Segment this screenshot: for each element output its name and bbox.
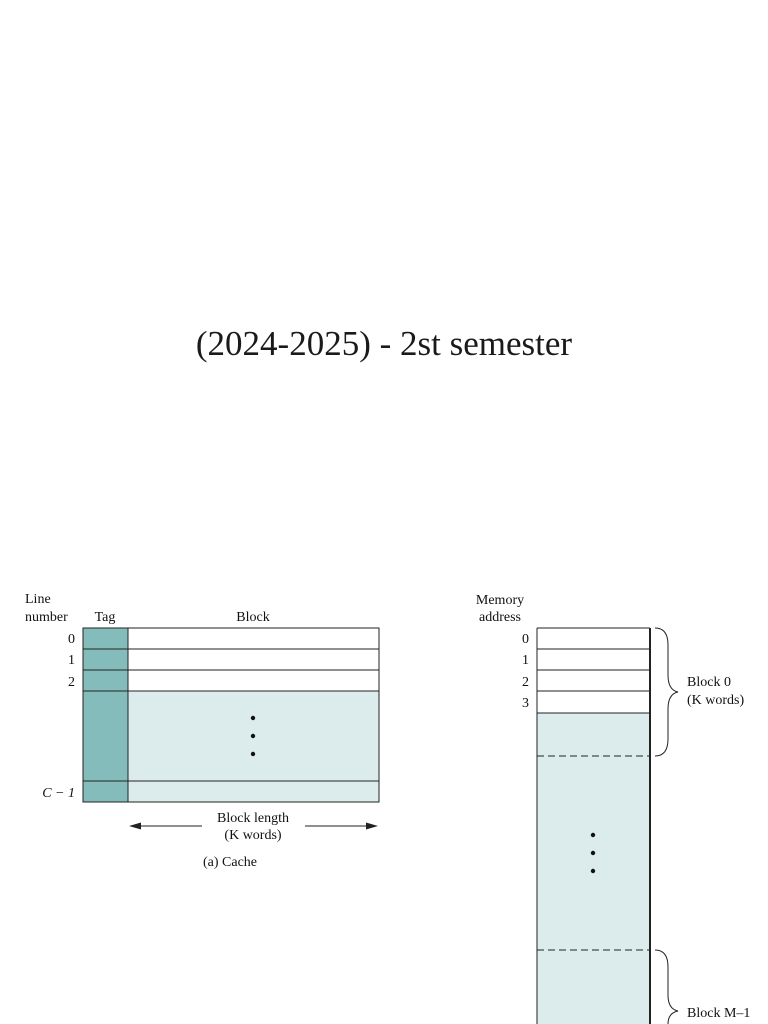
memory-address-3: 3	[522, 696, 529, 711]
block-0-label-line2: (K words)	[687, 693, 745, 708]
memory-address-0: 0	[522, 632, 529, 647]
cache-ellipsis-dot	[251, 716, 255, 720]
memory-shaded-area	[537, 713, 650, 1024]
cache-ellipsis-dot	[251, 752, 255, 756]
line-label-1: 1	[68, 653, 75, 668]
block-shaded-area	[128, 691, 379, 802]
brace-block-m-minus-1-icon	[655, 950, 678, 1024]
cache-diagram	[25, 592, 379, 870]
memory-ellipsis-dot	[591, 869, 595, 873]
memory-address-2: 2	[522, 675, 529, 690]
cache-caption: (a) Cache	[202, 855, 258, 870]
memory-address-header-line2: address	[479, 610, 521, 625]
line-number-header-line1: Line	[25, 592, 51, 607]
block-0-label-line1: Block 0	[687, 675, 731, 690]
memory-ellipsis-dot	[591, 833, 595, 837]
arrowhead-left-icon	[129, 823, 141, 830]
block-header: Block	[236, 610, 270, 625]
line-label-c-minus-1: C − 1	[42, 786, 75, 801]
arrowhead-right-icon	[366, 823, 378, 830]
tag-header: Tag	[94, 610, 116, 625]
block-m-minus-1-label: Block M–1	[687, 1006, 751, 1021]
memory-address-1: 1	[522, 653, 529, 668]
block-length-label-line2: (K words)	[224, 828, 282, 843]
line-label-2: 2	[68, 675, 75, 690]
line-number-header-line2: number	[25, 610, 68, 625]
page-title: (2024-2025) - 2st semester	[195, 324, 573, 363]
memory-ellipsis-dot	[591, 851, 595, 855]
memory-address-header-line1: Memory	[475, 593, 525, 608]
brace-block-0-icon	[655, 628, 678, 756]
block-length-label-line1: Block length	[217, 811, 289, 826]
cache-ellipsis-dot	[251, 734, 255, 738]
memory-diagram	[476, 593, 751, 1024]
tag-column	[83, 628, 128, 802]
line-label-0: 0	[68, 632, 75, 647]
